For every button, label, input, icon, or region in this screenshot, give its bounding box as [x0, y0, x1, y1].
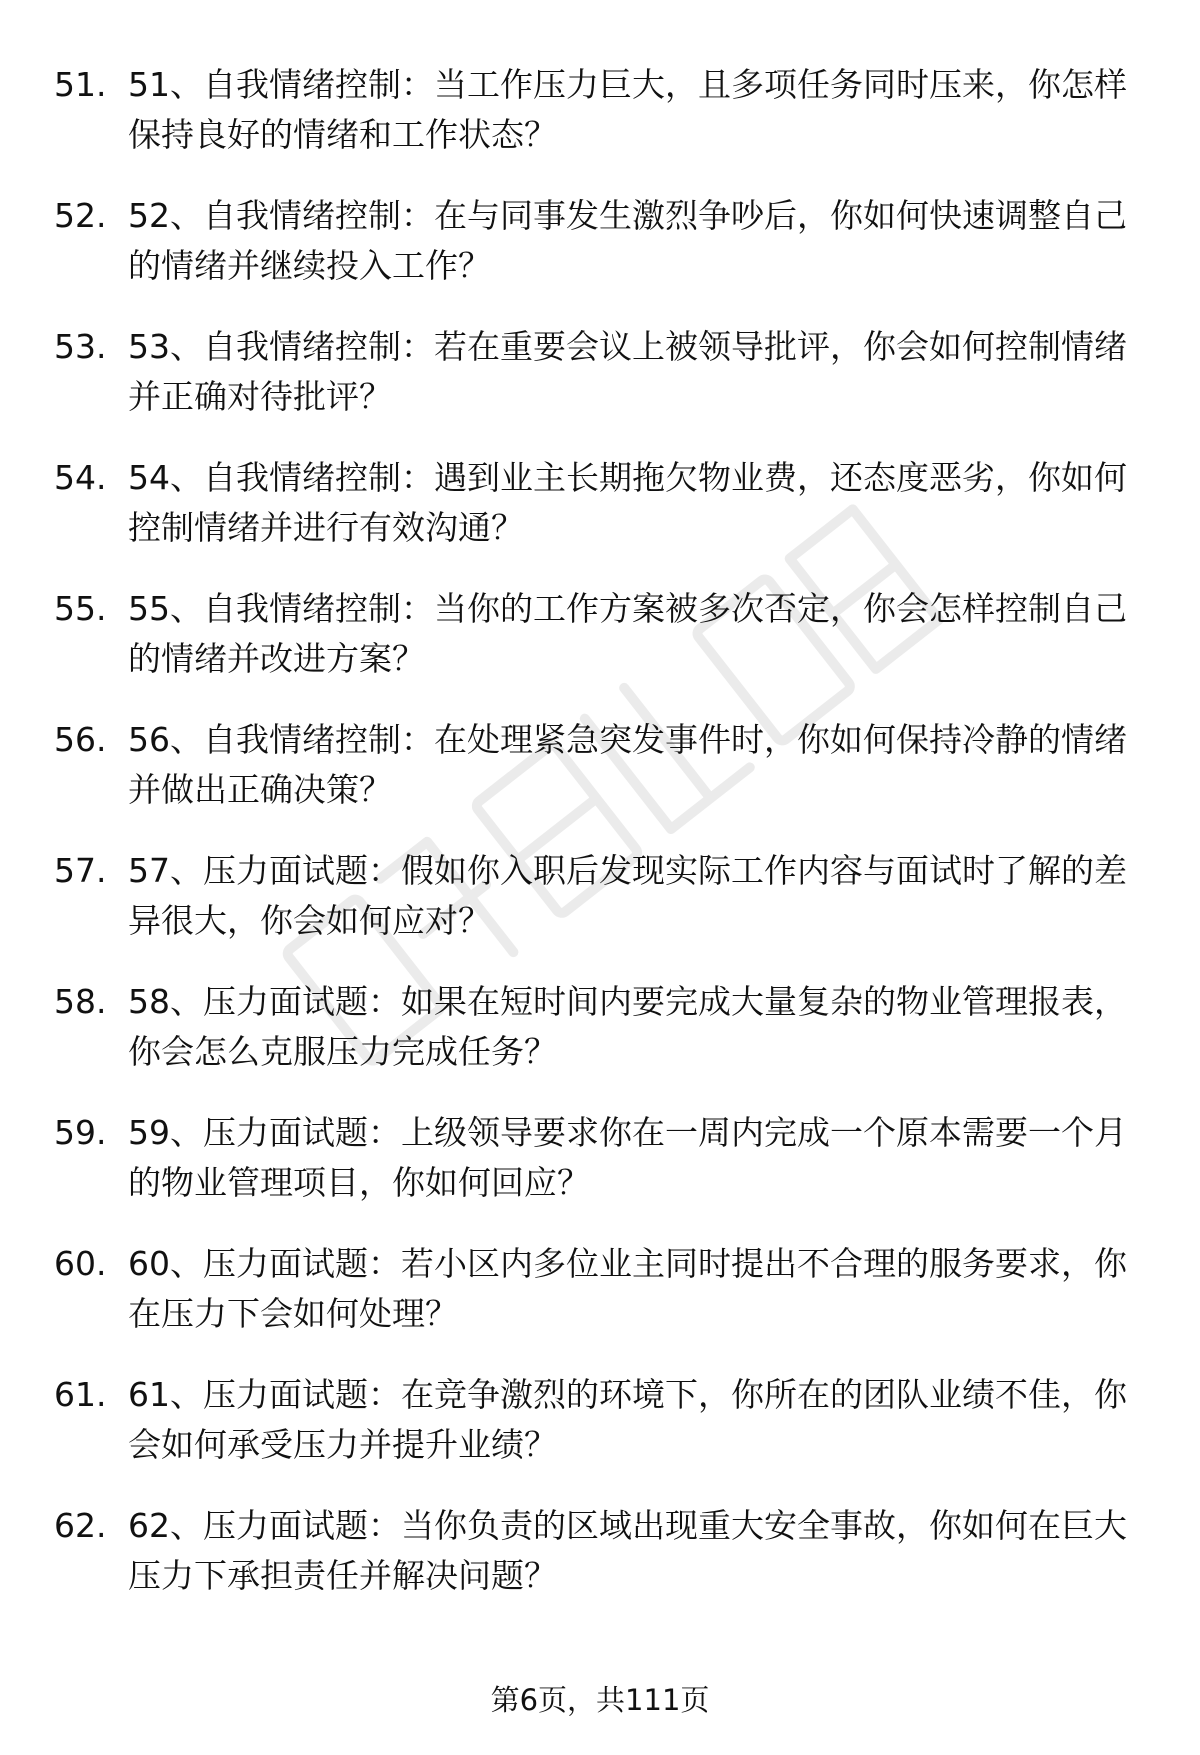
- question-number: 53.: [54, 327, 107, 366]
- question-number: 59.: [54, 1113, 107, 1152]
- question-text: 62、压力面试题：当你负责的区域出现重大安全事故，你如何在巨大压力下承担责任并解决问题？: [128, 1506, 1127, 1595]
- question-text: 52、自我情绪控制：在与同事发生激烈争吵后，你如何快速调整自己的情绪并继续投入工作？: [128, 196, 1127, 285]
- question-number: 62.: [54, 1506, 107, 1545]
- question-item: [0, 842, 1200, 973]
- question-item: [0, 1235, 1200, 1366]
- question-text: 59、压力面试题：上级领导要求你在一周内完成一个原本需要一个月的物业管理项目，你如何回应？: [128, 1113, 1127, 1202]
- question-text: 57、压力面试题：假如你入职后发现实际工作内容与面试时了解的差异很大，你会如何应对？: [128, 851, 1127, 940]
- question-number: 54.: [54, 458, 107, 497]
- question-text: 55、自我情绪控制：当你的工作方案被多次否定，你会怎样控制自己的情绪并改进方案？: [128, 589, 1127, 678]
- question-item: [0, 318, 1200, 449]
- question-number: 60.: [54, 1244, 107, 1283]
- question-number: 61.: [54, 1375, 107, 1414]
- question-item: [0, 1497, 1200, 1628]
- question-item: [0, 1366, 1200, 1497]
- page-footer: 第6页，共111页: [490, 1683, 710, 1717]
- question-item: [0, 1104, 1200, 1235]
- question-number: 58.: [54, 982, 107, 1021]
- question-item: [0, 711, 1200, 842]
- question-text: 54、自我情绪控制：遇到业主长期拖欠物业费，还态度恶劣，你如何控制情绪并进行有效沟通？: [128, 458, 1127, 547]
- question-item: [0, 187, 1200, 318]
- question-item: [0, 973, 1200, 1104]
- question-text: 53、自我情绪控制：若在重要会议上被领导批评，你会如何控制情绪并正确对待批评？: [128, 327, 1127, 416]
- question-number: 55.: [54, 589, 107, 628]
- question-text: 51、自我情绪控制：当工作压力巨大，且多项任务同时压来，你怎样保持良好的情绪和工作状态？: [128, 65, 1127, 154]
- question-item: [0, 580, 1200, 711]
- question-number: 51.: [54, 65, 107, 104]
- question-text: 61、压力面试题：在竞争激烈的环境下，你所在的团队业绩不佳，你会如何承受压力并提升业绩？: [128, 1375, 1127, 1464]
- question-item: [0, 56, 1200, 187]
- question-number: 56.: [54, 720, 107, 759]
- question-text: 58、压力面试题：如果在短时间内要完成大量复杂的物业管理报表，你会怎么克服压力完成任务？: [128, 982, 1127, 1071]
- question-number: 52.: [54, 196, 107, 235]
- question-text: 60、压力面试题：若小区内多位业主同时提出不合理的服务要求，你在压力下会如何处理？: [128, 1244, 1127, 1333]
- question-item: [0, 449, 1200, 580]
- question-text: 56、自我情绪控制：在处理紧急突发事件时，你如何保持冷静的情绪并做出正确决策？: [128, 720, 1127, 809]
- question-list: [0, 56, 1200, 1628]
- question-number: 57.: [54, 851, 107, 890]
